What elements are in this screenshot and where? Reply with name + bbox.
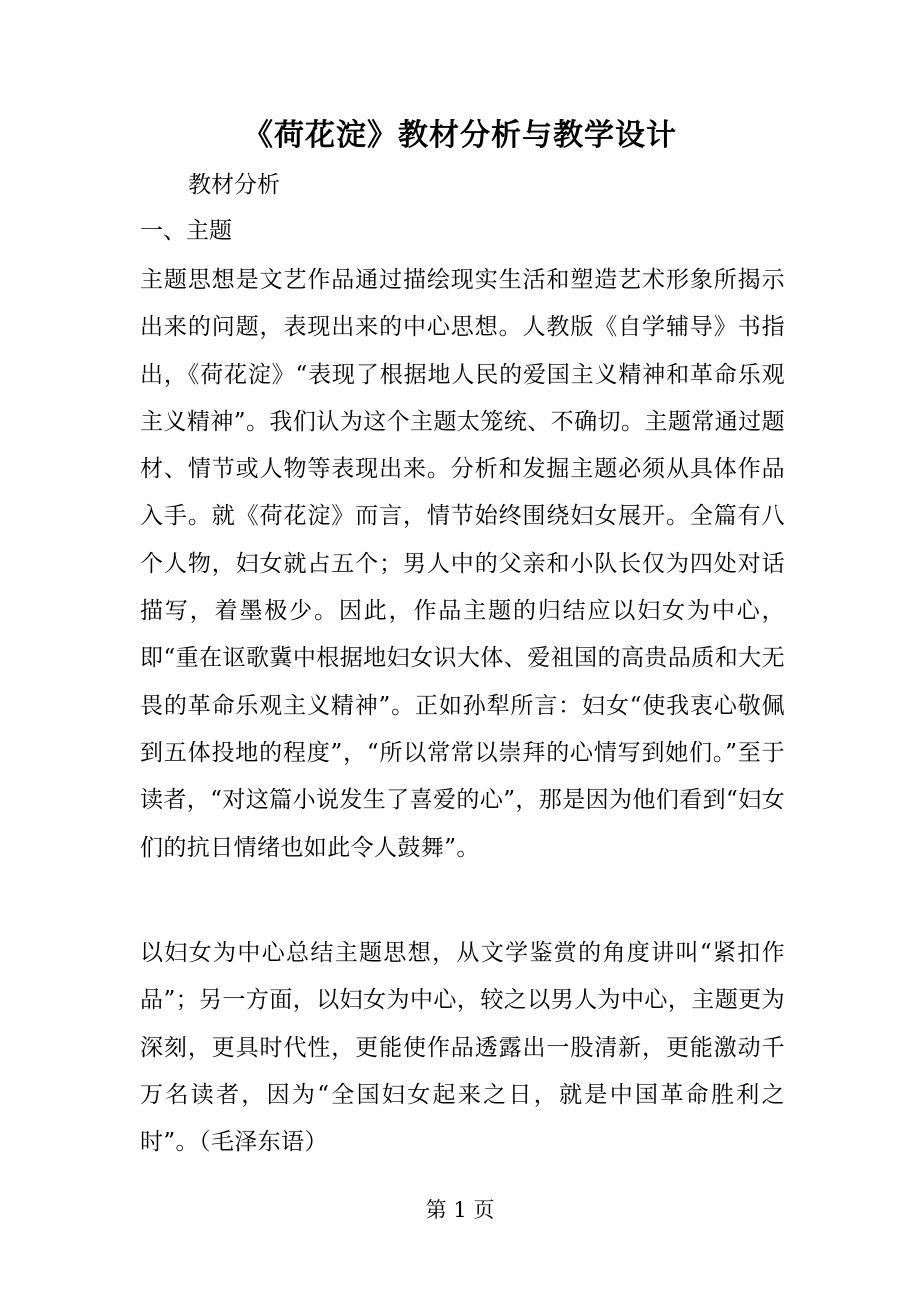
paragraph: 以妇女为中心总结主题思想，从文学鉴赏的角度讲叫“紧扣作品”；另一方面，以妇女为中心，较之以男人为中心，主题更为深刻，更具时代性，更能使作品透露出一股清新，更能激动千万名读者，因为“全国妇女起来之日，就是中国革命胜利之时”。（毛泽东语） [140,940,785,1156]
subheading-textbook-analysis: 教材分析 [188,172,280,198]
paragraph: 主题思想是文艺作品通过描绘现实生活和塑造艺术形象所揭示出来的问题，表现出来的中心思想。人教版《自学辅导》书指出，《荷花淀》“表现了根据地人民的爱国主义精神和革命乐观主义精神”。我们认为这个主题太笼统、不确切。主题常通过题材、情节或人物等表现出来。分析和发掘主题必须从具体作品入手。就《荷花淀》而言，情节始终围绕妇女展开。全篇有八个人物，妇女就占五个；男人中的父亲和小队长仅为四处对话描写，着墨极少。因此，作品主题的归结应以妇女为中心，即“重在讴歌冀中根据地妇女识大体、爱祖国的高贵品质和大无畏的革命乐观主义精神”。正如孙犁所言：妇女“使我衷心敬佩到五体投地的程度”，“所以常常以崇拜的心情写到她们。”至于读者，“对这篇小说发生了喜爱的心”，那是因为他们看到“妇女们的抗日情绪也如此令人鼓舞”。 [140,267,785,861]
section-heading-theme: 一、主题 [140,218,232,244]
document-title: 《荷花淀》教材分析与教学设计 [243,118,677,153]
page-number: 第 1 页 [425,1198,495,1222]
